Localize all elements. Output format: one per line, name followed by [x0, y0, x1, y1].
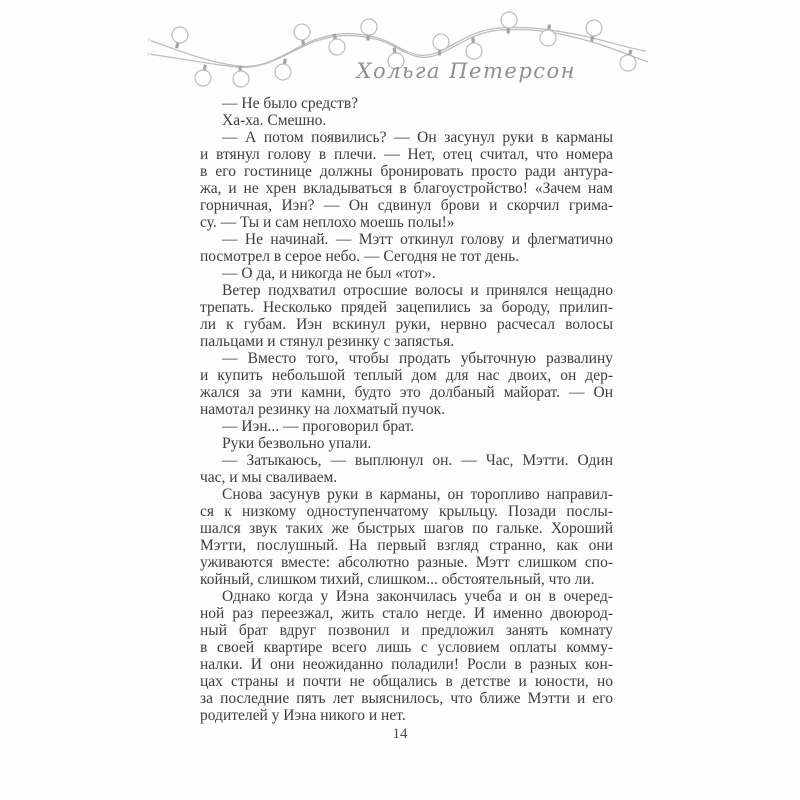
- text-line: в своей квартире всего лишь с условием оплаты комму-: [200, 639, 613, 656]
- wire-end-dot: [147, 38, 151, 42]
- page-number: 14: [392, 726, 408, 742]
- text-line: родителей у Иэна никого и нет.: [200, 707, 406, 724]
- text-line: жа, и не хрен вкладываться в благоустройство! «Зачем нам: [200, 180, 613, 197]
- text-line: и втянул голову в плечи. — Нет, отец считал, что номера: [200, 146, 613, 163]
- text-line: пальцами и стянул резинку с запястья.: [200, 333, 455, 350]
- wire-end-dot: [147, 52, 151, 56]
- text-line: трепать. Несколько прядей зацепились за бороду, прилип-: [200, 299, 613, 316]
- text-line: жался за эти камни, будто это долбаный майорат. — Он: [200, 384, 613, 401]
- light-bulb-icon: [465, 37, 483, 60]
- text-line: и купить небольшой теплый дом для нас двоих, он дер-: [200, 367, 613, 384]
- text-line: Снова засунув руки в карманы, он торопливо направил-: [222, 486, 613, 503]
- text-line: койный, слишком тихий, слишком... обстоятельный, что ли.: [200, 571, 595, 588]
- light-bulb-icon: [539, 24, 557, 47]
- text-line: ной раз переезжал, жить стало негде. И именно двоюрод-: [200, 605, 613, 622]
- text-line: су. — Ты и сам неплохо моешь полы!»: [200, 214, 455, 231]
- text-line: шался звук таких же быстрых шагов по гальке. Хороший: [200, 520, 613, 537]
- text-line: посмотрел в серое небо. — Сегодня не тот день.: [200, 248, 520, 265]
- page-text: [200, 95, 613, 724]
- light-bulb-icon: [584, 19, 603, 43]
- text-line: цах страны и почти не общались в детстве и юности, но: [200, 673, 613, 690]
- text-line: Мэтти, послушный. На первый взгляд странно, как они: [200, 537, 613, 554]
- text-line: Ха-ха. Смешно.: [222, 112, 327, 129]
- text-line: — Вместо того, чтобы продать убыточную развалину: [222, 350, 613, 367]
- text-line: — А потом появились? — Он засунул руки в карманы: [222, 129, 613, 146]
- text-line: Руки безвольно упали.: [222, 435, 372, 452]
- text-line: Однако когда у Иэна закончилась учеба и он в очеред-: [222, 588, 613, 605]
- text-line: в его гостинице должны бронировать просто ради антура-: [200, 163, 613, 180]
- text-line: намотал резинку на лохматый пучок.: [200, 401, 446, 418]
- text-line: Ветер подхватил отросшие волосы и принялся нещадно: [222, 282, 613, 299]
- light-bulb-icon: [169, 25, 190, 50]
- text-line: — Не было средств?: [222, 95, 359, 112]
- text-line: час, и мы сваливаем.: [200, 469, 338, 486]
- author-name: Хольга Петерсон: [356, 59, 576, 83]
- string-lights-decoration: [0, 0, 800, 100]
- light-bulb-icon: [500, 11, 517, 34]
- text-line: — О да, и никогда не был «тот».: [222, 265, 436, 282]
- text-line: за последние пять лет выяснилось, что ближе Мэтти и его: [200, 690, 613, 707]
- light-bulb-icon: [194, 63, 213, 87]
- text-line: уживаются вместе: абсолютно разные. Мэтт слишком спо-: [200, 554, 613, 571]
- text-line: ный брат вдруг позвонил и предложил занять комнату: [200, 622, 613, 639]
- text-line: ся к низкому одноступенчатому крыльцу. Позади послы-: [200, 503, 613, 520]
- light-bulb-icon: [274, 57, 293, 81]
- text-line: — Иэн... — проговорил брат.: [222, 418, 415, 435]
- text-line: — Затыкаюсь, — выплюнул он. — Час, Мэтти. Один: [222, 452, 613, 469]
- text-line: — Не начинай. — Мэтт откинул голову и флегматично: [222, 231, 613, 248]
- text-line: ли к губам. Иэн вскинул руки, нервно расчесал волосы: [200, 316, 613, 333]
- text-line: налки. И они неожиданно поладили! Росли в разных кон-: [200, 656, 613, 673]
- text-line: горничная, Иэн? — Он сдвинул брови и скорчил грима-: [200, 197, 613, 214]
- light-bulb-icon: [232, 65, 250, 88]
